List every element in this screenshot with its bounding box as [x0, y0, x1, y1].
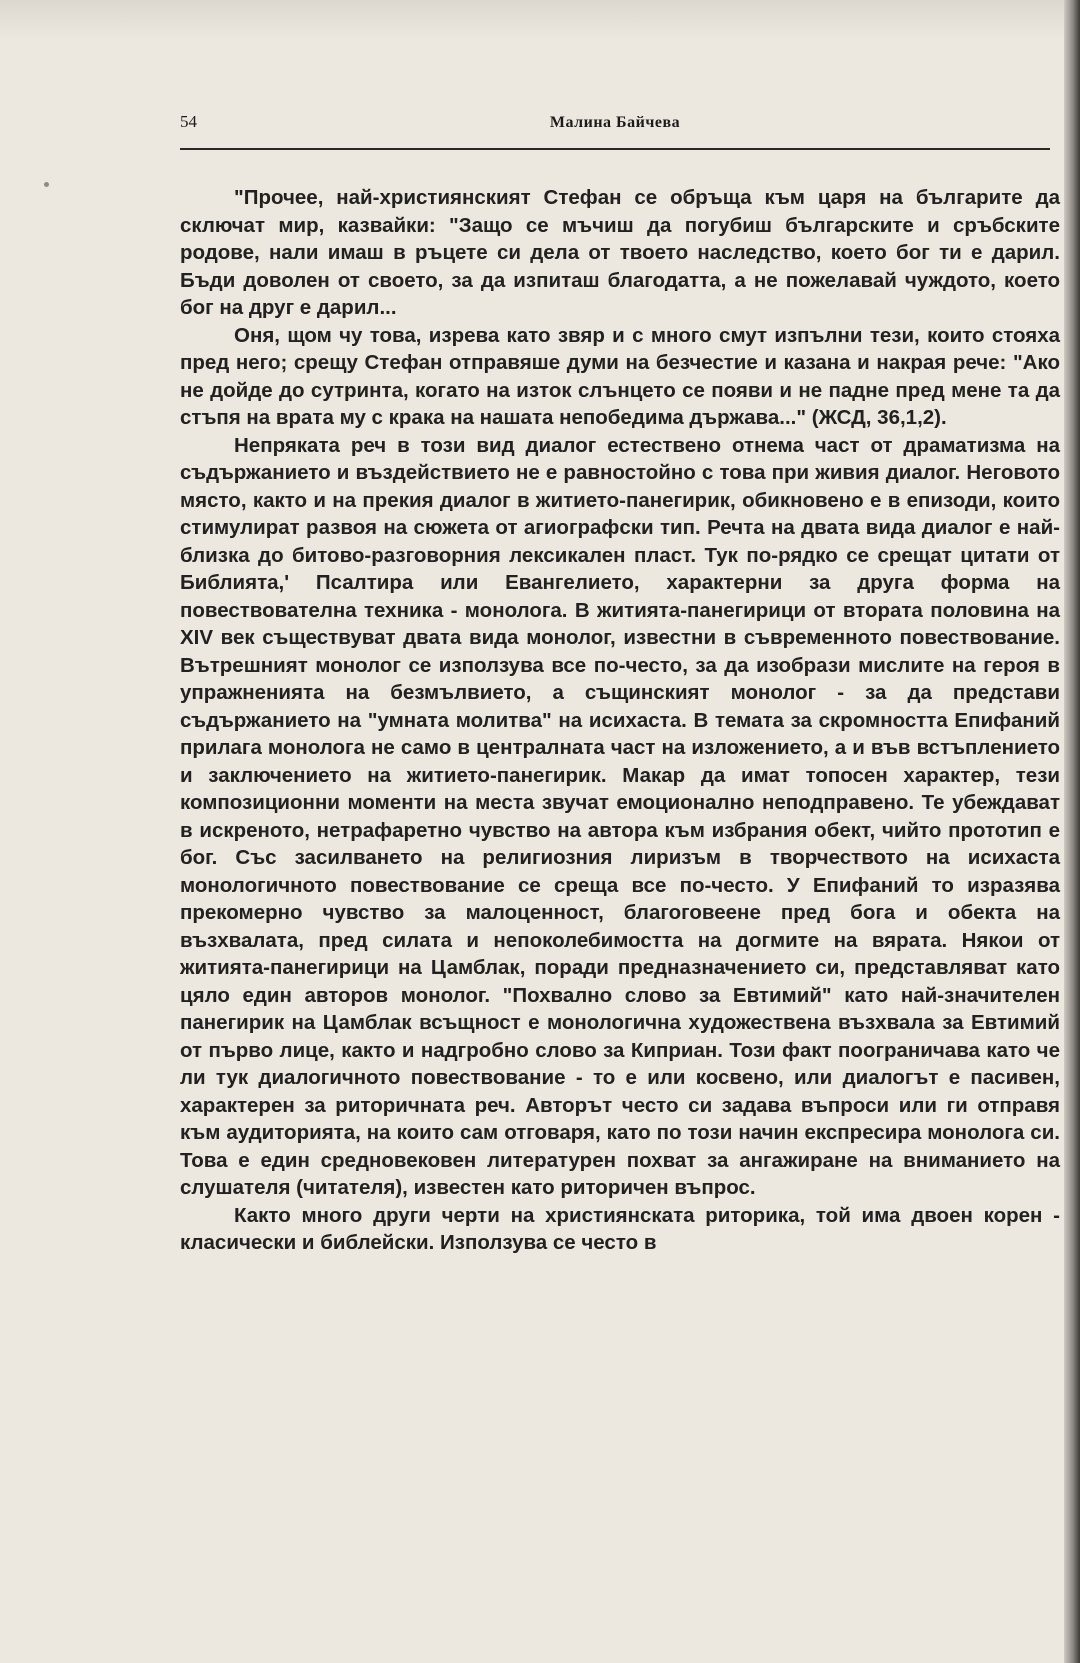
page-number: 54: [180, 112, 197, 131]
body-text: [180, 184, 1060, 1257]
page-header: [180, 112, 1050, 142]
running-head-author: Малина Байчева: [549, 114, 681, 131]
scan-dust-speck: [44, 182, 49, 187]
paragraph-quote-1: "Прочее, най-християнският Стефан се обръща към царя на българите да сключат мир, казвайки: "Защо се мъчиш да погубиш българските и сръбските родове, нали имаш в ръцете си дела от твоето наследство, което бог ти е дарил. Бъди доволен от своето, за да изпиташ благодатта, а не пожелавай чуждото, което бог на друг е дарил...: [180, 186, 1060, 319]
paragraph-last: Както много други черти на християнската риторика, той има двоен корен - класически и библейски. Използува се често в: [180, 1203, 1060, 1254]
paragraph-main: Непряката реч в този вид диалог естествено отнема част от драматизма на съдържанието и въздействието не е равностойно с това при живия диалог. Неговото място, както и на прекия диалог в житието-панегирик, обикновено е в епизоди, които стимулират развоя на сюжета от агиографски тип. Речта на двата вида диалог е най-близка до битово-разговорния лексикален пласт. Тук по-рядко се срещат цитати от Библията,' Псалтира или Евангелието, характерни за друга форма на повествователна техника - монолога. В житията-панегирици от втората половина на XIV век съществуват двата вида монолог, известни в съвременното повествование. Вътрешният монолог се използува все по-често, за да изобрази мислите на героя в упражненията на безмълвието, а същинският монолог - за да представи съдържанието на "умната молитва" на исихаста. В темата за скромността Епифаний прилага монолога не само в централната част на изложението, а и във встъплението и заключението на житието-панегирик. Макар да имат топосен характер, тези композиционни моменти на места звучат емоционално неподправено. Те убеждават в искреното, нетрафаретно чувство на автора към избрания обект, чийто прототип е бог. Със засилването на религиозния лиризъм в творчеството на исихаста монологичното повествование се среща все по-често. У Епифаний то изразява прекомерно чувство за малоценност, благоговеене пред бога и обекта на възхвалата, пред силата и непоколебимостта на догмите на вярата. Някои от житията-панегирици на Цамблак, поради предназначението си, представляват като цяло един авторов монолог. "Похвално слово за Евтимий" като най-значителен панегирик на Цамблак всъщност е монологична художествена възхвала за Евтимий от първо лице, както и надгробно слово за Киприан. Този факт поограничава като че ли тук диалогичното повествование - то е или косвено, или диалогът е пасивен, характерен за риторичната реч. Авторът често си задава въпроси или ги отправя към аудиторията, на които сам отговаря, като по този начин експресира монолога си. Това е един средновековен литературен похват за ангажиране на вниманието на слушателя (читателя), известен като риторичен въпрос.: [180, 433, 1060, 1199]
scan-top-shadow: [0, 0, 1080, 40]
page-binding-edge: [1064, 0, 1080, 1663]
header-rule: [180, 148, 1050, 150]
paragraph-quote-2: Оня, щом чу това, изрева като звяр и с много смут изпълни тези, които стояха пред него; срещу Стефан отправяше думи на безчестие и казана и накрая рече: "Ако не дойде до сутринта, когато на изток слънцето се появи и не падне пред мене та да стъпя на врата му с крака на нашата непобедима държава..." (ЖСД, 36,1,2).: [180, 323, 1060, 429]
